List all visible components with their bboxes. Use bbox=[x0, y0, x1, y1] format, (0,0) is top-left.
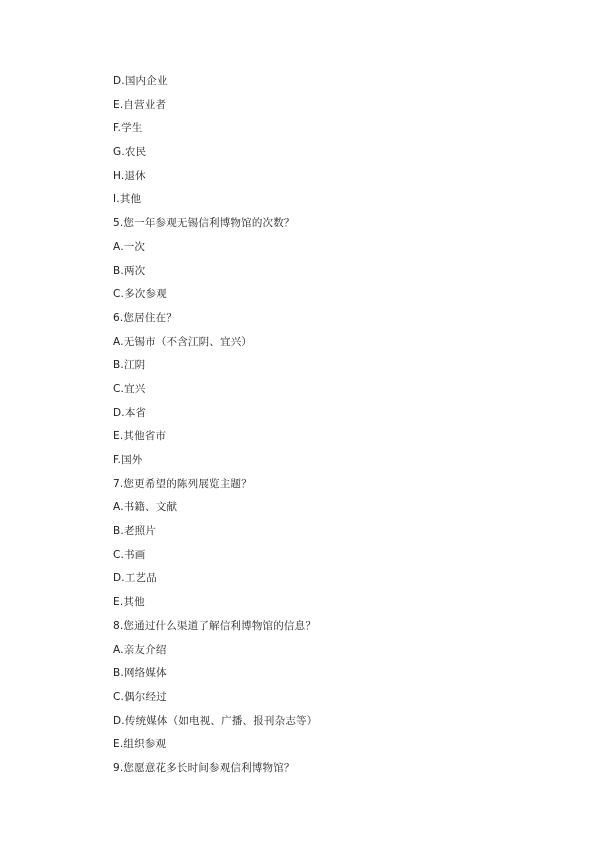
question-text: 7.您更希望的陈列展览主题？ bbox=[113, 477, 252, 490]
option-text: I.其他 bbox=[113, 193, 142, 206]
option-text: B.网络媒体 bbox=[113, 667, 167, 680]
option-text: C.宜兴 bbox=[113, 382, 146, 395]
option-text: H.退休 bbox=[113, 169, 146, 182]
option-text: C.偶尔经过 bbox=[113, 690, 167, 703]
option-text: D.工艺品 bbox=[113, 572, 157, 585]
option-text: E.自营业者 bbox=[113, 98, 167, 111]
question-text: 8.您通过什么渠道了解信利博物馆的信息？ bbox=[113, 619, 317, 632]
option-text: B.老照片 bbox=[113, 525, 157, 538]
option-text: C.多次参观 bbox=[113, 288, 167, 301]
option-text: D.传统媒体（如电视、广播、报刊杂志等） bbox=[113, 714, 318, 727]
question-text: 9.您愿意花多长时间参观信利博物馆？ bbox=[113, 761, 295, 774]
option-text: E.组织参观 bbox=[113, 738, 167, 751]
option-text: B.两次 bbox=[113, 264, 146, 277]
option-text: F.国外 bbox=[113, 454, 143, 466]
question-text: 6.您居住在？ bbox=[113, 311, 177, 324]
option-text: D.国内企业 bbox=[113, 75, 168, 87]
option-text: A.无锡市（不含江阴、宜兴） bbox=[113, 335, 253, 348]
option-text: C.书画 bbox=[113, 548, 146, 561]
option-text: G.农民 bbox=[113, 146, 147, 159]
option-text: E.其他 bbox=[113, 596, 145, 609]
option-text: A.一次 bbox=[113, 240, 146, 253]
option-text: B.江阴 bbox=[113, 359, 146, 372]
option-text: D.本省 bbox=[113, 406, 147, 419]
survey-content bbox=[113, 70, 553, 781]
option-text: A.亲友介绍 bbox=[113, 643, 167, 656]
option-text: F.学生 bbox=[113, 122, 143, 135]
option-text: A.书籍、文献 bbox=[113, 501, 178, 514]
question-text: 5.您一年参观无锡信利博物馆的次数？ bbox=[113, 217, 295, 230]
option-text: E.其他省市 bbox=[113, 430, 167, 443]
